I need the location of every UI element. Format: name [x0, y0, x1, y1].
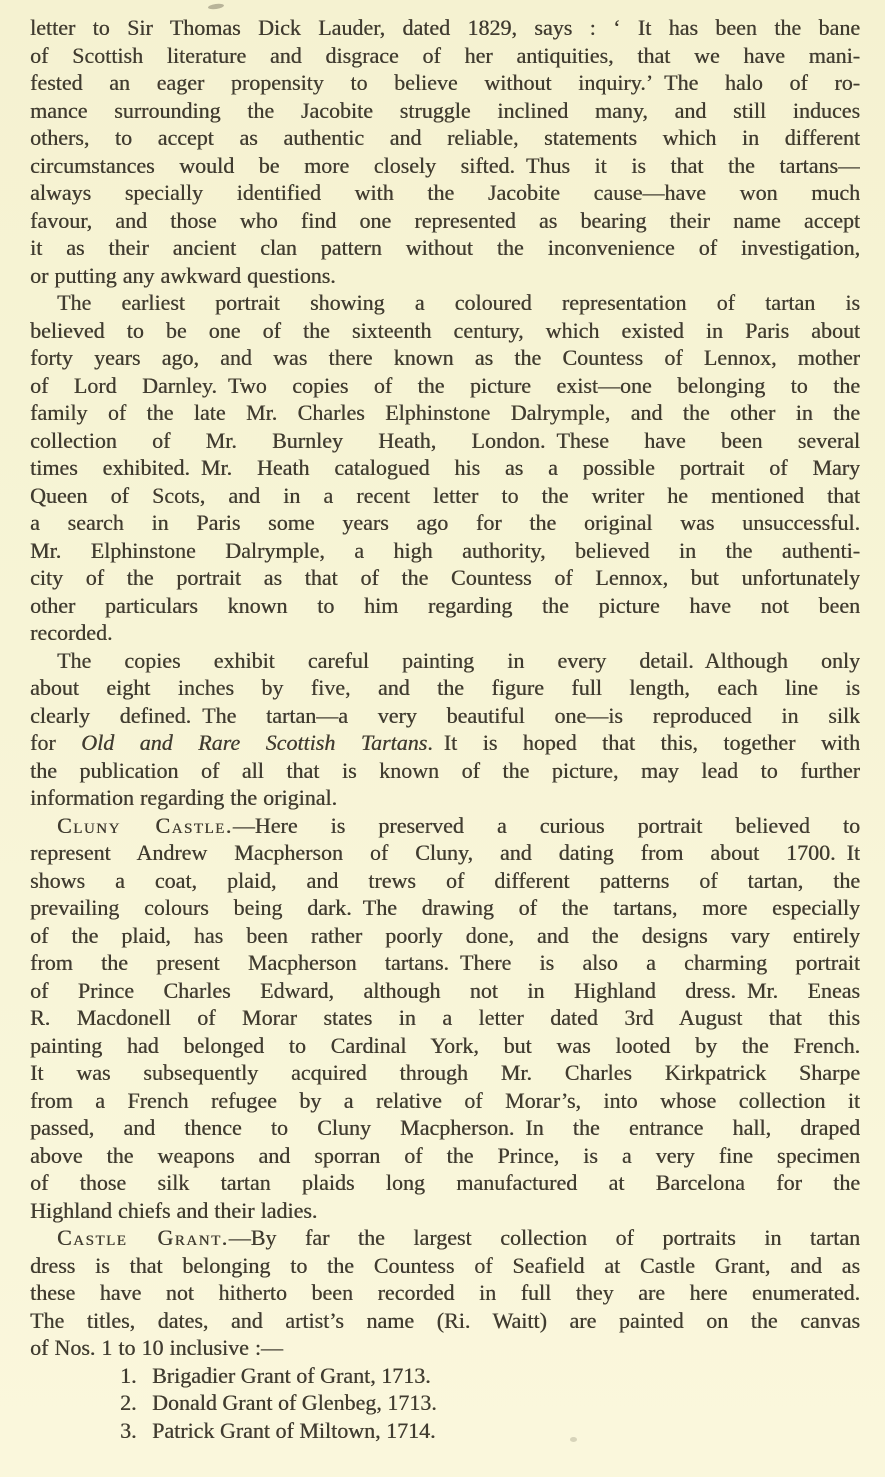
list-item: [30, 1417, 860, 1445]
text-run: —Here is preserved a curious portrait believed to: [232, 812, 860, 838]
list-item: [30, 1389, 860, 1417]
text-line: [30, 1224, 860, 1252]
text-line: city of the portrait as that of the Countess of Lennox, but unfortunately: [30, 565, 860, 590]
text-line: clearly defined. The tartan—a very beautiful one—is reproduced in silk: [30, 702, 860, 728]
text-line: of Prince Charles Edward, although not in Highland dress. Mr. Eneas: [30, 977, 860, 1003]
text-run: . It is hoped that this, together with: [427, 730, 860, 755]
section-heading-cluny-castle: Cluny Castle.: [57, 812, 233, 838]
text-line: Queen of Scots, and in a recent letter to the writer he mentioned that: [30, 482, 860, 508]
list-item-number: 1.: [120, 1362, 137, 1388]
text-line: always specially identified with the Jacobite cause—have won much: [30, 180, 860, 205]
text-line: others, to accept as authentic and reliable, statements which in different: [30, 125, 860, 150]
text-line: believed to be one of the sixteenth century, which existed in Paris about: [30, 317, 860, 343]
text-line: fested an eager propensity to believe without inquiry.’ The halo of ro-: [30, 70, 860, 95]
paragraph-earliest-portrait: [30, 289, 860, 647]
text-line: family of the late Mr. Charles Elphinstone Dalrymple, and the other in the: [30, 400, 860, 425]
text-line: these have not hitherto been recorded in full they are here enumerated.: [30, 1280, 860, 1305]
text-line: Mr. Elphinstone Dalrymple, a high authority, believed in the authenti-: [30, 537, 860, 563]
text-line: dress is that belonging to the Countess of Seafield at Castle Grant, and as: [30, 1252, 860, 1278]
text-line: from the present Macpherson tartans. There is also a charming portrait: [30, 950, 860, 975]
text-line: times exhibited. Mr. Heath catalogued his as a possible portrait of Mary: [30, 455, 860, 480]
text-run: —By far the largest collection of portraits in tartan: [228, 1225, 860, 1250]
text-line: about eight inches by five, and the figure full length, each line is: [30, 675, 860, 700]
list-item-number: 3.: [120, 1417, 137, 1443]
text-line: circumstances would be more closely sifted. Thus it is that the tartans—: [30, 152, 860, 178]
text-line: of those silk tartan plaids long manufactured at Barcelona for the: [30, 1170, 860, 1195]
list-item: [30, 1362, 860, 1390]
paragraph-castle-grant: [30, 1224, 860, 1362]
paragraph-cluny-castle: [30, 812, 860, 1225]
text-line: shows a coat, plaid, and trews of different patterns of tartan, the: [30, 867, 860, 893]
text-line: a search in Paris some years ago for the original was unsuccessful.: [30, 510, 860, 535]
section-heading-castle-grant: Castle Grant.: [57, 1225, 229, 1250]
paragraph-copies-exhibit: [30, 647, 860, 812]
text-line: mance surrounding the Jacobite struggle inclined many, and still induces: [30, 97, 860, 123]
text-line: [30, 812, 860, 840]
text-line: recorded.: [30, 620, 113, 645]
list-item-number: 2.: [120, 1390, 137, 1415]
text-line: Highland chiefs and their ladies.: [30, 1197, 318, 1223]
text-line: other particulars known to him regarding the picture have not been: [30, 592, 860, 618]
text-line: above the weapons and sporran of the Prince, is a very fine specimen: [30, 1142, 860, 1168]
scan-smudge: [208, 3, 225, 10]
text-line: It was subsequently acquired through Mr. Charles Kirkpatrick Sharpe: [30, 1060, 860, 1085]
scan-speck: [570, 1437, 577, 1442]
text-line: collection of Mr. Burnley Heath, London. These have been several: [30, 427, 860, 453]
list-item-text: Patrick Grant of Miltown, 1714.: [152, 1417, 436, 1443]
text-line: of the plaid, has been rather poorly done, and the designs vary entirely: [30, 922, 860, 948]
list-item-text: Donald Grant of Glenbeg, 1713.: [152, 1390, 437, 1415]
numbered-portrait-list: [30, 1362, 860, 1445]
list-item-text: Brigadier Grant of Grant, 1713.: [152, 1362, 431, 1388]
text-line: forty years ago, and was there known as the Countess of Lennox, mother: [30, 345, 860, 370]
text-line: of Scottish literature and disgrace of her antiquities, that we have mani-: [30, 42, 860, 68]
text-line: information regarding the original.: [30, 785, 337, 810]
text-line: painting had belonged to Cardinal York, but was looted by the French.: [30, 1032, 860, 1058]
text-line: favour, and those who find one represented as bearing their name accept: [30, 207, 860, 233]
text-line: represent Andrew Macpherson of Cluny, and dating from about 1700. It: [30, 840, 860, 865]
text-line: The earliest portrait showing a coloured representation of tartan is: [57, 290, 860, 315]
text-line: of Nos. 1 to 10 inclusive :—: [30, 1335, 283, 1360]
text-line: The titles, dates, and artist’s name (Ri. Waitt) are painted on the canvas: [30, 1307, 860, 1333]
paragraph-letter-quote: [30, 14, 860, 289]
text-line: letter to Sir Thomas Dick Lauder, dated 1829, says : ‘ It has been the bane: [30, 15, 860, 40]
text-run: for: [30, 730, 82, 755]
text-line: the publication of all that is known of the picture, may lead to further: [30, 757, 860, 783]
text-line: prevailing colours being dark. The drawing of the tartans, more especially: [30, 895, 860, 920]
text-line: R. Macdonell of Morar states in a letter dated 3rd August that this: [30, 1005, 860, 1030]
text-line: from a French refugee by a relative of Morar’s, into whose collection it: [30, 1087, 860, 1113]
text-line: [30, 729, 860, 757]
book-title-italic: Old and Rare Scottish Tartans: [81, 730, 428, 755]
text-line: passed, and thence to Cluny Macpherson. In the entrance hall, draped: [30, 1115, 860, 1140]
text-line: The copies exhibit careful painting in every detail. Although only: [57, 647, 860, 673]
text-line: it as their ancient clan pattern without the inconvenience of investigation,: [30, 235, 860, 260]
text-line: or putting any awkward questions.: [30, 262, 336, 288]
text-line: of Lord Darnley. Two copies of the picture exist—one belonging to the: [30, 372, 860, 398]
